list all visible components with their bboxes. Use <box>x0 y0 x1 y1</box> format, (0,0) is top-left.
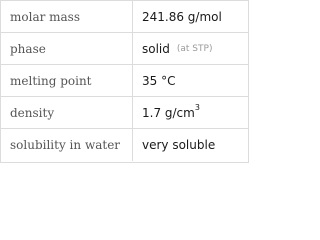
table-row-solubility <box>1 129 249 161</box>
property-label: solubility in water <box>1 129 133 161</box>
property-qualifier: (at STP) <box>176 43 213 54</box>
table-row-density <box>1 97 249 129</box>
property-value <box>133 129 249 161</box>
property-label: melting point <box>1 65 133 96</box>
table-row-molar-mass <box>1 1 249 33</box>
property-value <box>133 97 249 128</box>
property-label: molar mass <box>1 1 133 32</box>
table-row-phase <box>1 33 249 65</box>
property-label: density <box>1 97 133 128</box>
property-value-text: 1.7 g/cm <box>142 105 195 120</box>
property-label: phase <box>1 33 133 64</box>
property-value-text: very soluble <box>142 138 216 152</box>
property-value-text: solid <box>142 41 170 56</box>
table-row-melting-point <box>1 65 249 97</box>
property-value <box>133 33 249 64</box>
property-value <box>133 65 249 96</box>
property-value-text: 241.86 g/mol <box>142 9 222 24</box>
unit-superscript: 3 <box>194 103 200 112</box>
property-value-text: 35 °C <box>142 73 176 88</box>
property-value <box>133 1 249 32</box>
